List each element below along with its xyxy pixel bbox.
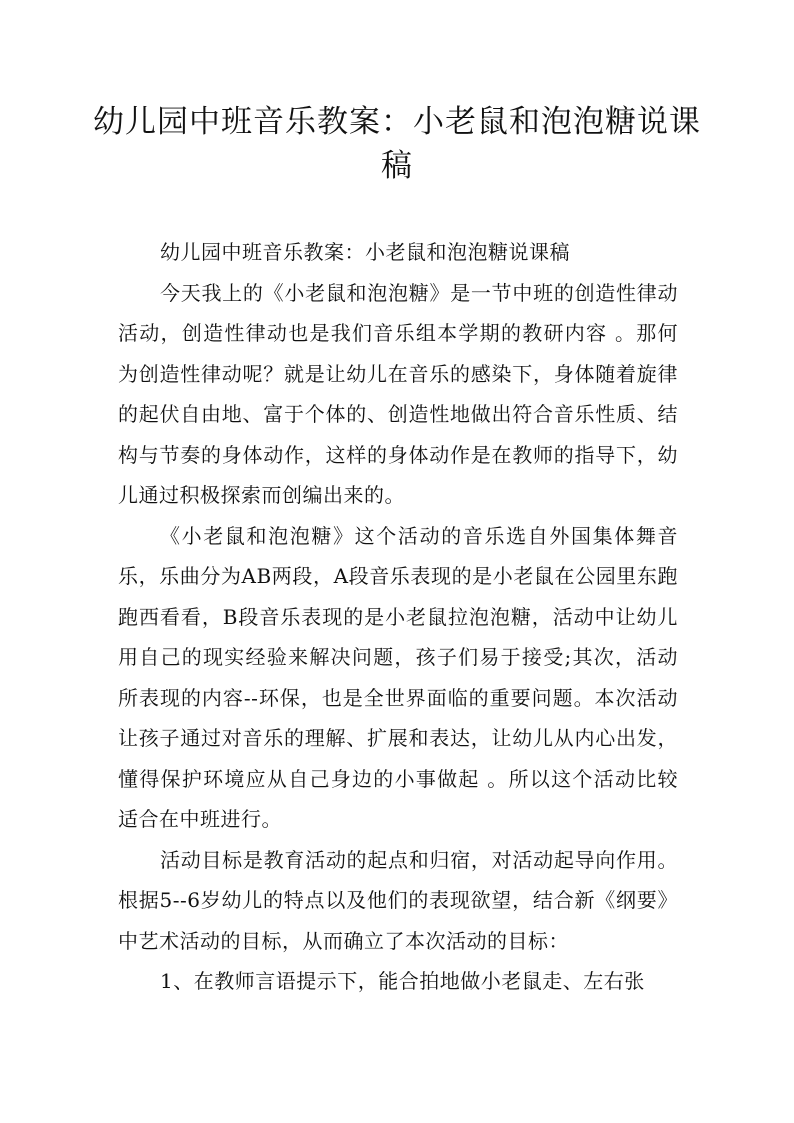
paragraph-goals: 活动目标是教育活动的起点和归宿，对活动起导向作用。根据5--6岁幼儿的特点以及他们的表现欲望，结合新《纲要》中艺术活动的目标，从而确立了本次活动的目标：	[118, 847, 678, 953]
document-title: 幼儿园中班音乐教案：小老鼠和泡泡糖说课稿	[93, 104, 701, 184]
paragraph-goal-1: 1、在教师言语提示下，能合拍地做小老鼠走、左右张	[160, 969, 645, 993]
paragraph-music: 《小老鼠和泡泡糖》这个活动的音乐选自外国集体舞音乐，乐曲分为AB两段，A段音乐表现的是小老鼠在公园里东跑跑西看看，B段音乐表现的是小老鼠拉泡泡糖，活动中让幼儿用自己的现实经验来解决问题，孩子们易于接受;其次，活动所表现的内容--环保，也是全世界面临的重要问题。本次活动让孩子通过对音乐的理解、扩展和表达，让幼儿从内心出发，懂得保护环境应从自己身边的小事做起 。所以这个活动比较适合在中班进行。	[118, 523, 678, 831]
paragraph-subtitle: 幼儿园中班音乐教案：小老鼠和泡泡糖说课稿	[160, 240, 570, 264]
document-body	[118, 232, 678, 1002]
paragraph-intro: 今天我上的《小老鼠和泡泡糖》是一节中班的创造性律动活动，创造性律动也是我们音乐组本学期的教研内容 。那何为创造性律动呢？就是让幼儿在音乐的感染下，身体随着旋律的起伏自由地、富于个体的、创造性地做出符合音乐性质、结构与节奏的身体动作，这样的身体动作是在教师的指导下，幼儿通过积极探索而创编出来的。	[118, 280, 678, 507]
